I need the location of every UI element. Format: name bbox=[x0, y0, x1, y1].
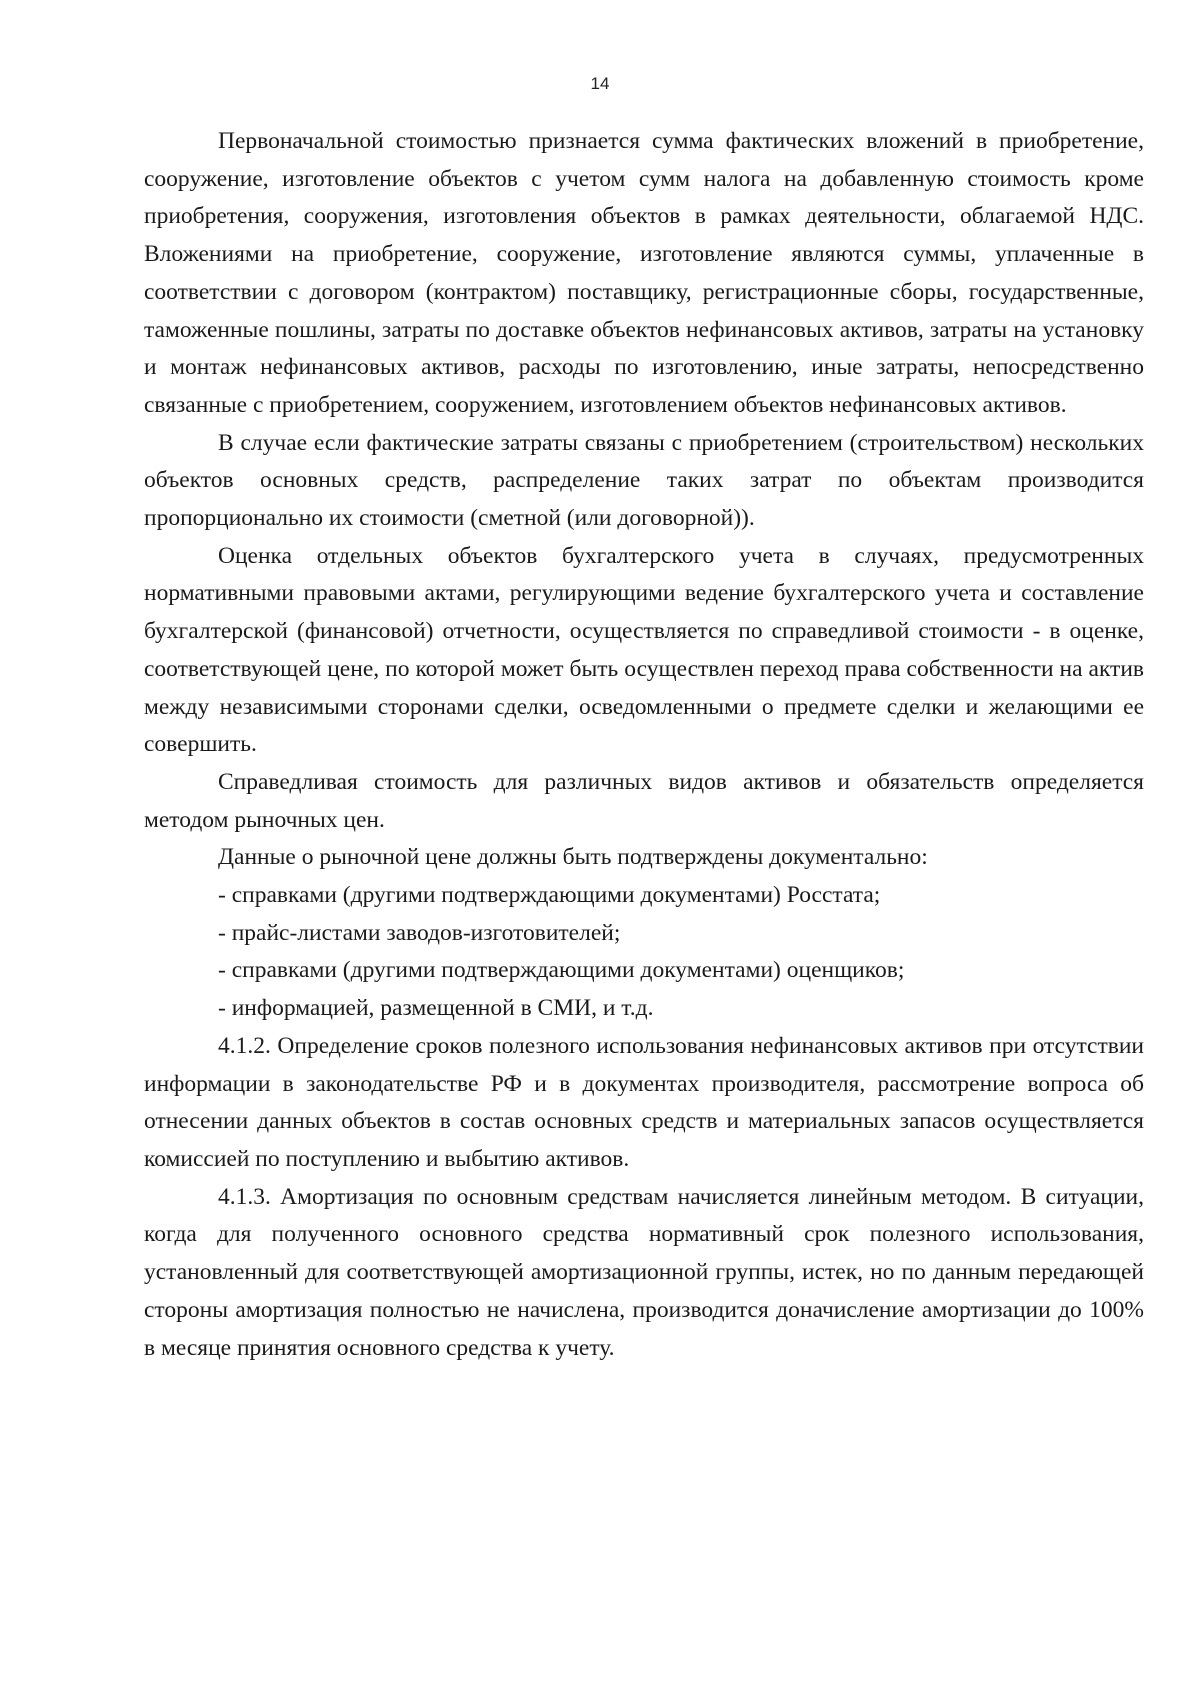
list-item: - справками (другими подтверждающими документами) оценщиков; bbox=[218, 957, 905, 984]
list-item: - информацией, размещенной в СМИ, и т.д. bbox=[218, 995, 654, 1022]
paragraph-initial-cost: Первоначальной стоимостью признается сумма фактических вложений в приобретение, сооружение, изготовление объектов с учетом сумм налога на добавленную стоимость кроме приобретения, сооружения, изготовления объектов в рамках деятельности, облагаемой НДС. Вложениями на приобретение, сооружение, изготовление являются суммы, уплаченные в соответствии с договором (контрактом) поставщику, регистрационные сборы, государственные, таможенные пошлины, затраты по доставке объектов нефинансовых активов, затраты на установку и монтаж нефинансовых активов, расходы по изготовлению, иные затраты, непосредственно связанные с приобретением, сооружением, изготовлением объектов нефинансовых активов. bbox=[144, 128, 1144, 418]
paragraph-fair-value-method: Справедливая стоимость для различных видов активов и обязательств определяется методом рыночных цен. bbox=[144, 768, 1144, 833]
paragraph-market-price-evidence: Данные о рыночной цене должны быть подтверждены документально: bbox=[218, 844, 928, 871]
list-item: - прайс-листами заводов-изготовителей; bbox=[218, 919, 621, 946]
paragraph-fair-value-assessment: Оценка отдельных объектов бухгалтерского учета в случаях, предусмотренных нормативными правовыми актами, регулирующими ведение бухгалтерского учета и составление бухгалтерской (финансовой) отчетности, осуществляется по справедливой стоимости - в оценке, соответствующей цене, по которой может быть осуществлен переход права собственности на актив между независимыми сторонами сделки, осведомленными о предмете сделки и желающими ее совершить. bbox=[144, 542, 1144, 758]
paragraph-section-4-1-3: 4.1.3. Амортизация по основным средствам начисляется линейным методом. В ситуации, когда для полученного основного средства нормативный срок полезного использования, установленный для соответствующей амортизационной группы, истек, но по данным передающей стороны амортизация полностью не начислена, производится доначисление амортизации до 100% в месяце принятия основного средства к учету. bbox=[144, 1183, 1144, 1361]
list-item: - справками (другими подтверждающими документами) Росстата; bbox=[218, 882, 881, 909]
paragraph-section-4-1-2: 4.1.2. Определение сроков полезного использования нефинансовых активов при отсутствии информации в законодательстве РФ и в документах производителя, рассмотрение вопроса об отнесении данных объектов в состав основных средств и материальных запасов осуществляется комиссией по поступлению и выбытию активов. bbox=[144, 1032, 1144, 1172]
evidence-list bbox=[144, 877, 1144, 1028]
page-number: 14 bbox=[590, 74, 610, 93]
paragraph-cost-allocation: В случае если фактические затраты связаны с приобретением (строительством) нескольких объектов основных средств, распределение таких затрат по объектам производится пропорционально их стоимости (сметной (или договорной)). bbox=[144, 429, 1144, 532]
document-body bbox=[144, 123, 1144, 1367]
